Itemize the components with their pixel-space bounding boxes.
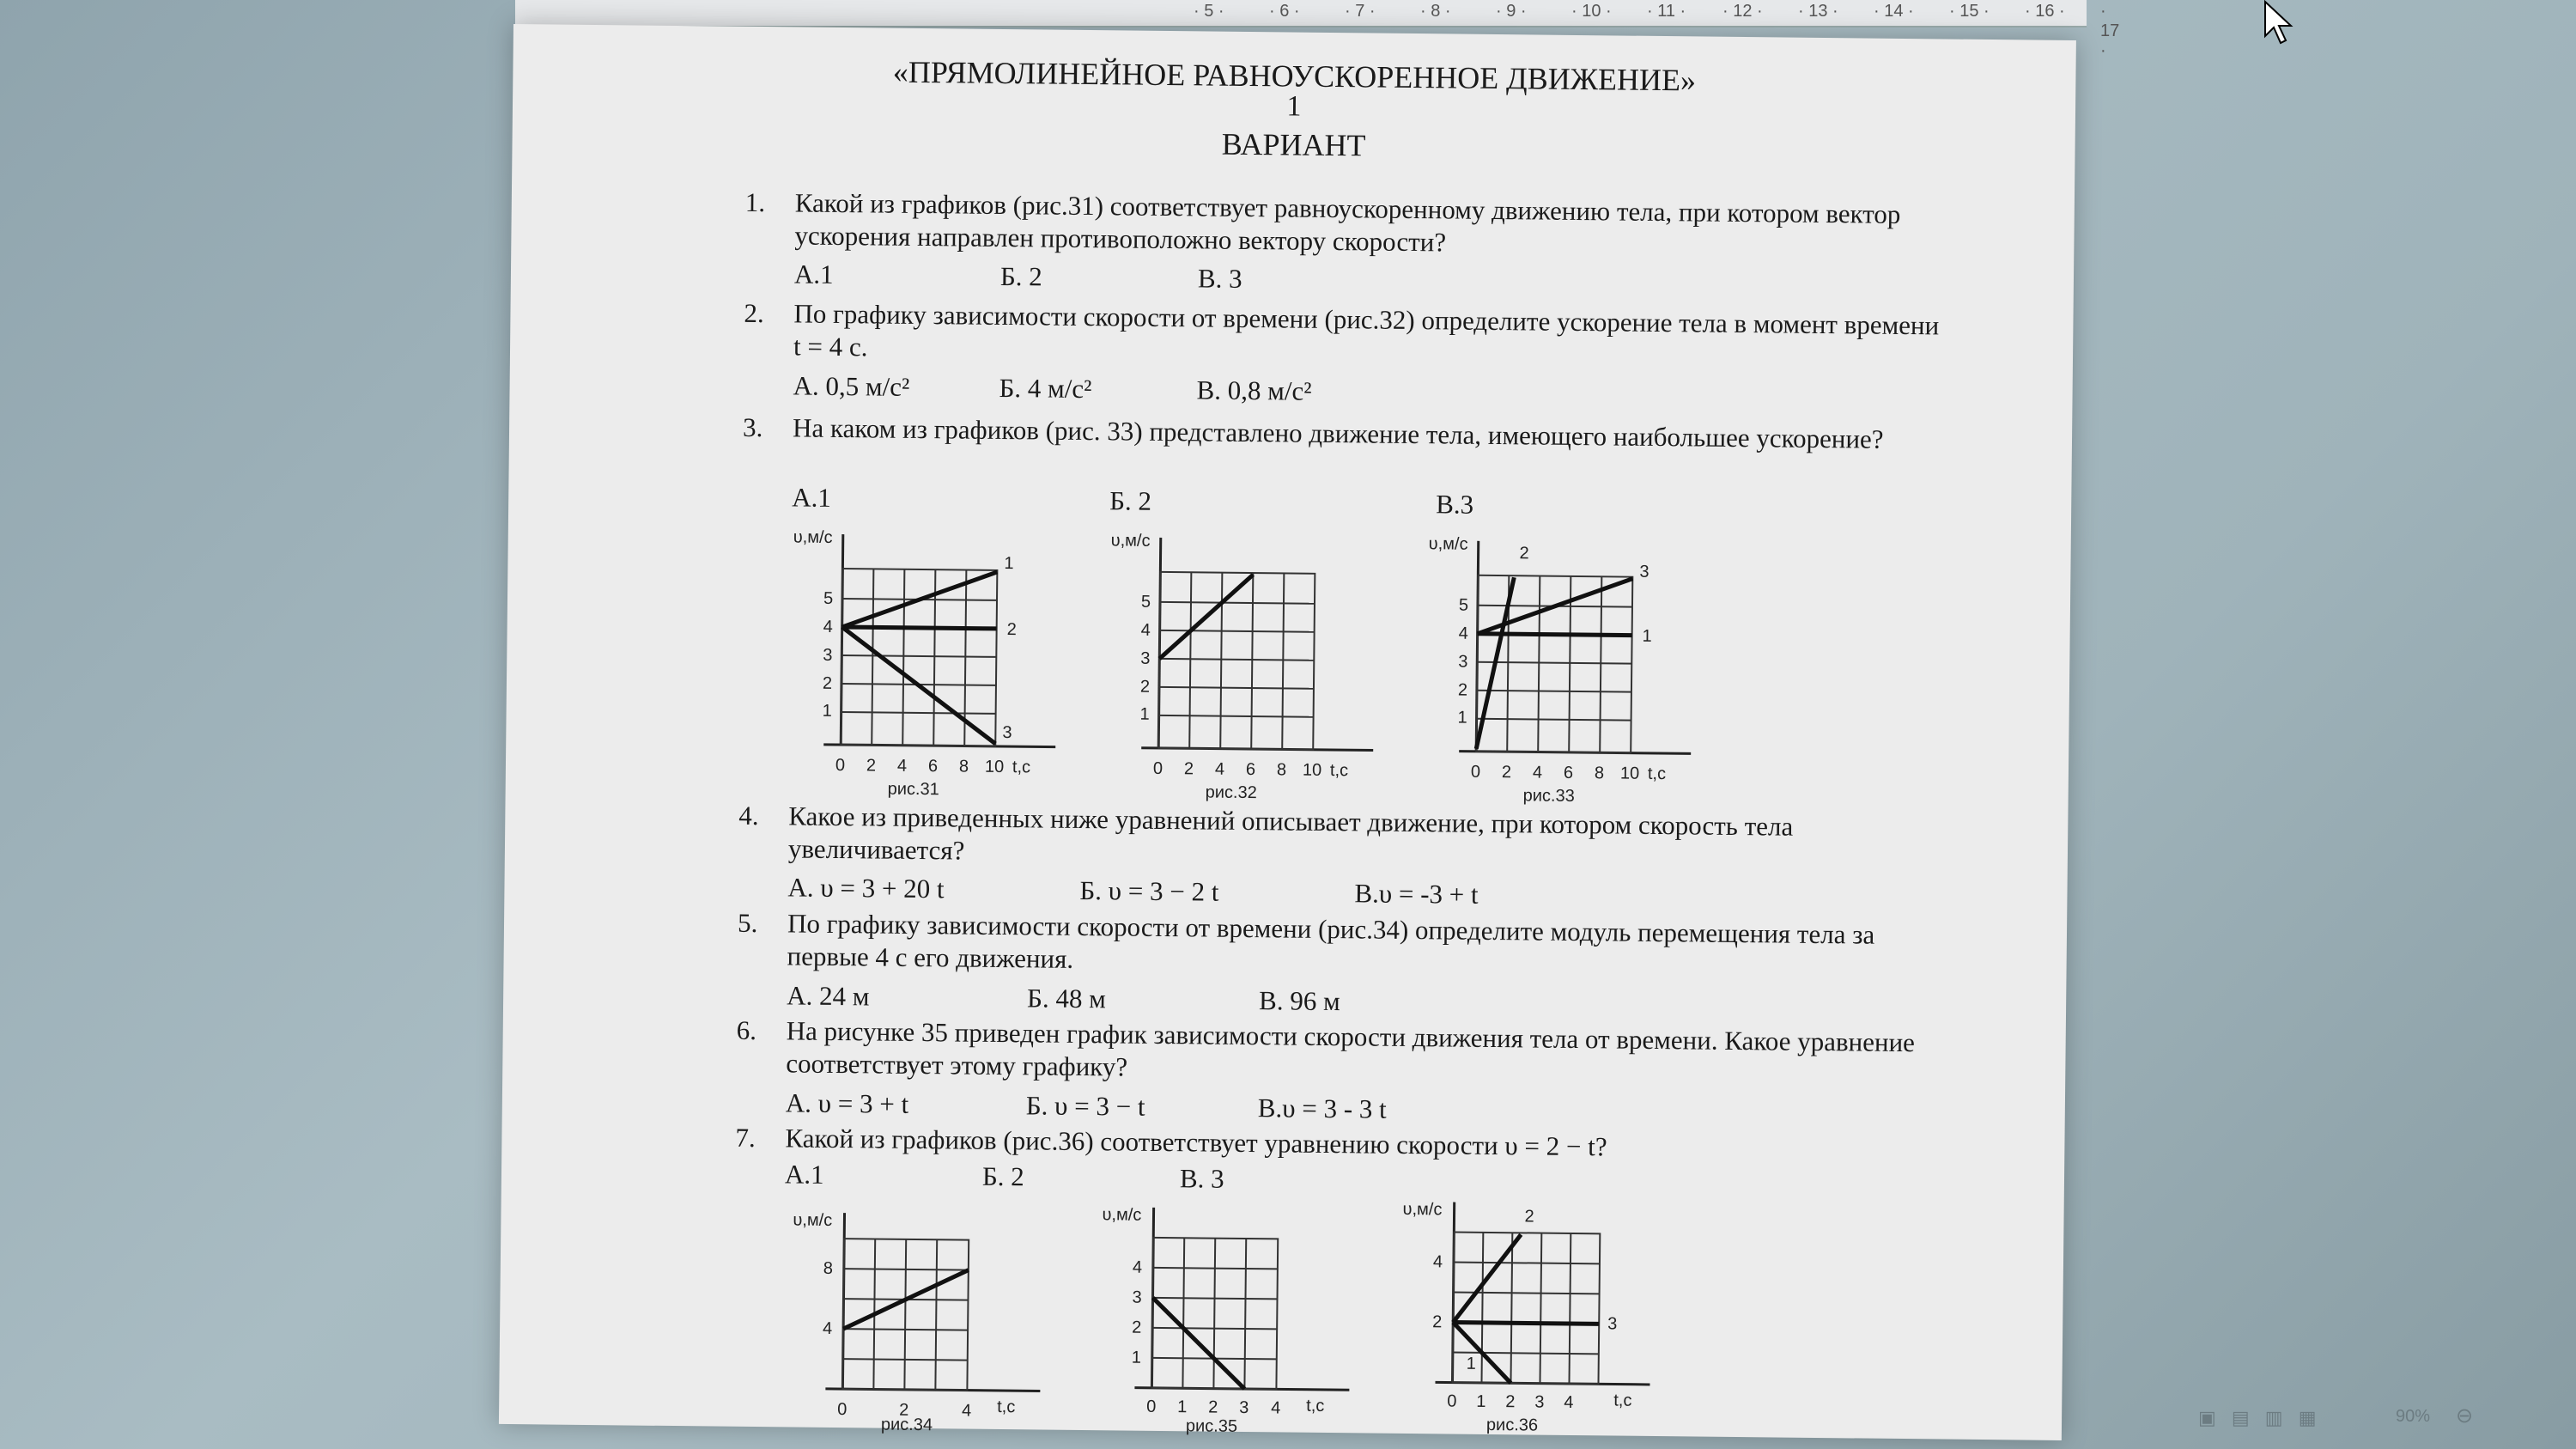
ruler-tick: · 15 · <box>1949 2 1990 21</box>
x-tick: 10 <box>1619 764 1640 783</box>
figure-caption: рис.32 <box>1205 782 1257 803</box>
line-label: 1 <box>1466 1354 1476 1373</box>
question-3 <box>742 411 1952 456</box>
x-tick: 6 <box>927 757 939 776</box>
y-tick: 4 <box>1432 1252 1443 1272</box>
option-c: В.3 <box>1436 489 1474 520</box>
y-tick: 4 <box>1140 620 1151 640</box>
y-tick: 1 <box>822 701 832 721</box>
figure-caption: рис.34 <box>880 1415 933 1435</box>
question-text: По графику зависимости скорости от времени (рис.32) определите ускорение тела в момент времени t = 4 с. <box>793 298 1940 362</box>
x-tick: 0 <box>1470 762 1481 782</box>
question-2 <box>744 297 1953 374</box>
figure-caption: рис.33 <box>1522 786 1575 806</box>
document-page <box>499 24 2076 1440</box>
figure-32 <box>1098 520 1393 803</box>
variant-number: 1 <box>1286 90 1302 123</box>
x-tick: 10 <box>1302 760 1322 780</box>
x-tick: 6 <box>1245 759 1256 780</box>
option-c: В.υ = 3 - 3 t <box>1257 1093 1387 1124</box>
status-bar <box>2198 1400 2559 1434</box>
option-b: Б. 2 <box>981 1160 1024 1192</box>
option-b: Б. υ = 3 − t <box>1025 1090 1145 1122</box>
y-tick: 4 <box>1132 1257 1143 1277</box>
figure-33 <box>1416 523 1710 806</box>
option-a: А.1 <box>784 1159 824 1190</box>
ruler-tick: · 16 · <box>2025 2 2065 21</box>
figure-31 <box>781 516 1075 800</box>
x-tick: 10 <box>984 757 1005 777</box>
x-tick: 4 <box>1214 759 1225 779</box>
x-tick: 6 <box>1563 763 1574 782</box>
y-tick: 4 <box>822 1318 833 1338</box>
question-number: 1. <box>744 186 766 218</box>
option-a: А. 0,5 м/с² <box>793 370 910 402</box>
grid <box>841 569 997 746</box>
graph-line-2 <box>842 627 997 629</box>
y-tick: 8 <box>823 1258 834 1278</box>
ruler-tick: · 7 · <box>1345 2 1376 21</box>
question-number: 7. <box>735 1122 756 1154</box>
y-tick: 3 <box>823 645 833 665</box>
axis-x-label: t,с <box>1647 764 1667 784</box>
option-b: Б. 2 <box>1109 485 1152 516</box>
grid <box>842 1239 969 1391</box>
zoom-level[interactable]: 90% <box>2396 1407 2431 1426</box>
y-tick: 2 <box>1132 1318 1142 1337</box>
x-tick: 0 <box>1447 1391 1457 1411</box>
document-title: «ПРЯМОЛИНЕЙНОЕ РАВНОУСКОРЕННОЕ ДВИЖЕНИЕ» <box>892 54 1697 98</box>
axis-y-label: υ,м/с <box>1402 1199 1443 1220</box>
y-tick: 3 <box>1132 1288 1142 1307</box>
figure-35 <box>1091 1190 1369 1436</box>
x-tick: 2 <box>1501 763 1512 782</box>
figure-caption: рис.31 <box>887 779 939 800</box>
variant-label: ВАРИАНТ <box>1221 126 1366 163</box>
y-tick: 3 <box>1140 648 1151 668</box>
option-a: А.1 <box>792 482 832 513</box>
x-tick: 0 <box>1146 1397 1157 1416</box>
question-text: Какое из приведенных ниже уравнений описывает движение, при котором скорость тела увеличивается? <box>787 801 1794 866</box>
graph-line <box>1151 1298 1245 1389</box>
question-text: По графику зависимости скорости от времени (рис.34) определите модуль перемещения тела за первые 4 с его движения. <box>787 908 1875 974</box>
option-a: А. 24 м <box>786 980 870 1012</box>
x-tick: 8 <box>1276 760 1287 780</box>
option-c: В. 96 м <box>1258 985 1340 1017</box>
line-label: 2 <box>1524 1207 1534 1227</box>
x-tick: 0 <box>837 1400 848 1420</box>
y-tick: 5 <box>1140 592 1151 612</box>
y-tick: 5 <box>823 588 834 608</box>
line-label: 1 <box>1642 626 1652 646</box>
question-4 <box>738 800 1948 877</box>
ruler-tick: · 9 · <box>1496 2 1527 21</box>
question-1 <box>744 186 1954 264</box>
x-tick: 1 <box>1177 1397 1188 1417</box>
x-tick: 2 <box>1505 1392 1516 1412</box>
axis-x-label: t,с <box>1012 758 1031 777</box>
axis-x-label: t,с <box>997 1397 1016 1417</box>
y-tick: 4 <box>1458 624 1468 643</box>
line-label: 1 <box>1004 554 1014 574</box>
question-7 <box>735 1122 1944 1166</box>
x-tick: 4 <box>962 1401 972 1421</box>
x-tick: 0 <box>1152 758 1163 778</box>
graph-line-1 <box>1478 634 1632 636</box>
ruler <box>515 0 2120 60</box>
ruler-tick: · 10 · <box>1571 2 1612 21</box>
y-tick: 2 <box>1457 680 1468 700</box>
y-tick: 1 <box>1139 704 1150 724</box>
graph-line <box>1159 574 1253 660</box>
x-tick: 0 <box>835 755 846 776</box>
option-c: В. 0,8 м/с² <box>1196 374 1312 406</box>
option-a: А. υ = 3 + t <box>785 1087 909 1119</box>
question-text: Какой из графиков (рис.31) соответствует равноускоренному движению тела, при котором вектор ускорения направлен противоположно вектору скорости? <box>794 187 1901 258</box>
axis-x-label: t,с <box>1613 1391 1632 1410</box>
option-c: В.υ = -3 + t <box>1354 878 1479 910</box>
x-tick: 2 <box>1183 759 1194 779</box>
figure-caption: рис.35 <box>1185 1416 1238 1436</box>
graph-line-3 <box>1453 1323 1599 1324</box>
line-label: 3 <box>1002 723 1012 743</box>
axis-x-label: t,с <box>1329 761 1349 781</box>
axis-y-label: υ,м/с <box>793 527 833 547</box>
figure-36 <box>1392 1184 1669 1435</box>
mouse-cursor-icon <box>2263 0 2298 52</box>
x-tick: 2 <box>899 1400 909 1420</box>
y-tick: 3 <box>1458 652 1468 672</box>
option-b: Б. 48 м <box>1026 983 1107 1014</box>
line-label: 3 <box>1607 1314 1618 1334</box>
view-buttons-icon[interactable]: ▣ ▤ ▥ ▦ <box>2198 1407 2322 1428</box>
axis-y-label: υ,м/с <box>1428 534 1468 554</box>
x-tick: 4 <box>1564 1392 1574 1413</box>
axis-y-label: υ,м/с <box>793 1210 833 1230</box>
question-number: 5. <box>737 907 758 939</box>
figure-34 <box>782 1195 1060 1435</box>
x-tick: 1 <box>1476 1391 1486 1411</box>
ruler-tick: · 14 · <box>1874 2 1914 21</box>
y-tick: 2 <box>1432 1312 1443 1332</box>
question-number: 4. <box>738 800 759 831</box>
question-number: 3. <box>742 411 763 443</box>
line-label: 2 <box>1006 620 1017 640</box>
question-text: На каком из графиков (рис. 33) представлено движение тела, имеющего наибольшее ускорение? <box>792 412 1884 454</box>
question-number: 2. <box>744 297 764 329</box>
x-tick: 4 <box>1271 1398 1281 1418</box>
figure-caption: рис.36 <box>1485 1415 1539 1435</box>
question-number: 6. <box>736 1014 757 1046</box>
ruler-tick: · 11 · <box>1647 2 1686 21</box>
question-6 <box>736 1014 1946 1092</box>
axis-y-label: υ,м/с <box>1102 1205 1142 1225</box>
ruler-tick: · 8 · <box>1420 2 1451 21</box>
x-tick: 2 <box>1208 1397 1218 1417</box>
question-text: Какой из графиков (рис.36) соответствует уравнению скорости υ = 2 − t? <box>785 1123 1607 1162</box>
y-tick: 1 <box>1131 1348 1142 1367</box>
x-tick: 4 <box>896 756 908 776</box>
grid <box>1476 575 1632 753</box>
option-a: А. υ = 3 + 20 t <box>787 872 945 904</box>
zoom-out-icon[interactable]: ⊖ <box>2456 1404 2474 1428</box>
x-tick: 2 <box>866 756 877 776</box>
x-tick: 3 <box>1534 1392 1545 1412</box>
grid <box>1158 572 1315 750</box>
option-a: А.1 <box>793 259 834 289</box>
option-b: Б. υ = 3 − 2 t <box>1079 874 1219 907</box>
question-5 <box>737 907 1947 984</box>
x-tick: 4 <box>1532 763 1543 782</box>
option-c: В. 3 <box>1179 1163 1224 1194</box>
axis-y-label: υ,м/с <box>1110 531 1151 551</box>
question-text: На рисунке 35 приведен график зависимости скорости движения тела от времени. Какое уравнение соответствует этому графику? <box>786 1015 1916 1082</box>
y-tick: 2 <box>822 673 833 693</box>
option-b: Б. 4 м/с² <box>999 372 1092 405</box>
line-label: 2 <box>1519 544 1529 563</box>
y-tick: 2 <box>1139 677 1151 697</box>
ruler-tick: · 13 · <box>1798 2 1838 21</box>
axis-x-label: t,с <box>1306 1396 1325 1416</box>
x-tick: 8 <box>1594 764 1605 783</box>
x-tick: 8 <box>958 757 969 776</box>
ruler-tick: · 17 · <box>2100 2 2120 60</box>
line-label: 3 <box>1639 562 1649 581</box>
ruler-tick: · 12 · <box>1722 2 1763 21</box>
y-tick: 4 <box>823 617 833 636</box>
x-tick: 3 <box>1239 1397 1249 1418</box>
y-tick: 5 <box>1458 595 1469 615</box>
option-b: Б. 2 <box>999 260 1042 292</box>
ruler-tick: · 5 · <box>1194 2 1224 21</box>
y-tick: 1 <box>1457 708 1467 728</box>
option-c: В. 3 <box>1197 263 1242 294</box>
ruler-tick: · 6 · <box>1269 2 1300 21</box>
